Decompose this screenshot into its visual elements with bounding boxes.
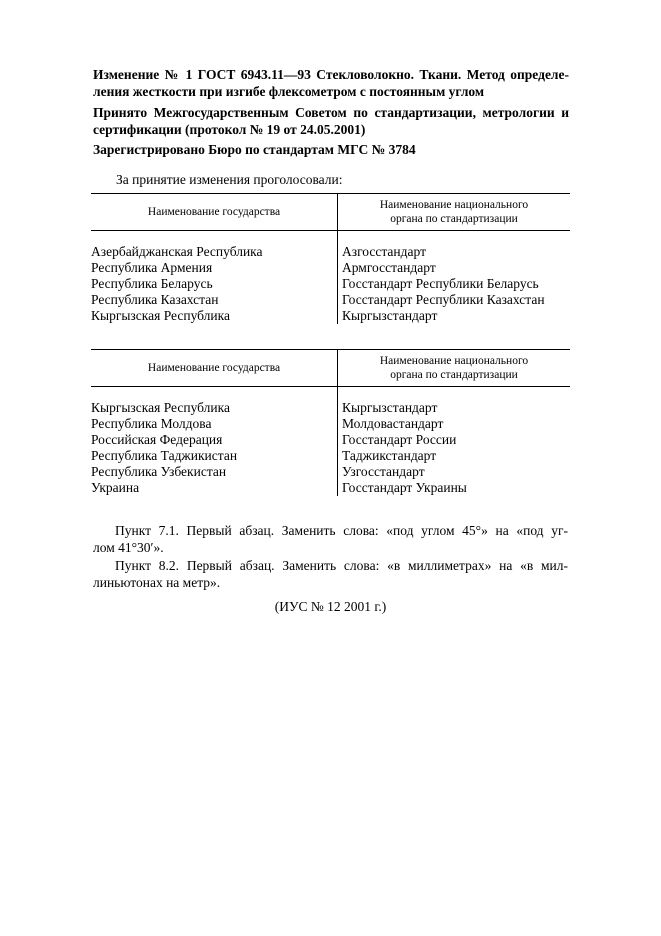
- body-cell: Молдовастандарт: [338, 416, 571, 432]
- table-row: [91, 416, 570, 432]
- title-line-2: ления жесткости при изгибе флексометром с постоянным углом: [93, 84, 485, 99]
- registration-note: [93, 141, 569, 158]
- adopted-line-2: сертификации (протокол № 19 от 24.05.2001): [93, 122, 366, 137]
- state-cell: Кыргызская Республика: [91, 400, 230, 415]
- amendment-clause-8-2: [93, 557, 568, 591]
- clause-7-1-line-1: [93, 522, 568, 539]
- registered-line: Зарегистрировано Бюро по стандартам МГС № 3784: [93, 142, 416, 157]
- body-cell: Госстандарт Республики Беларусь: [338, 276, 571, 292]
- table-row: [91, 308, 570, 324]
- body-cell: Азгосстандарт: [338, 244, 571, 260]
- source-reference: (ИУС № 12 2001 г.): [274, 599, 387, 614]
- header-body-line-1: Наименование национального: [379, 199, 529, 211]
- body-cell: Госстандарт России: [338, 432, 571, 448]
- members-table-1: [91, 193, 570, 324]
- clause-7-1-text-1: Пункт 7.1. Первый абзац. Заменить слова: «под углом 45°» на «под уг-: [115, 523, 568, 538]
- body-cell: Узгосстандарт: [338, 464, 571, 480]
- table-row: [91, 400, 570, 416]
- table-header-row: [91, 350, 570, 387]
- adopted-line-1: Принято Межгосударственным Советом по стандартизации, метрологии и: [93, 105, 569, 120]
- header-body-line-1: Наименование национального: [379, 355, 529, 367]
- amendment-title: [93, 66, 569, 100]
- header-state: Наименование государства: [91, 194, 338, 231]
- body-cell: Госстандарт Республики Казахстан: [338, 292, 571, 308]
- table-row: [91, 480, 570, 496]
- state-cell: Украина: [91, 480, 140, 495]
- members-table-2: [91, 349, 570, 496]
- body-cell: Таджикстандарт: [338, 448, 571, 464]
- body-cell: Армгосстандарт: [338, 260, 571, 276]
- header-state: Наименование государства: [91, 350, 338, 387]
- table-row: [91, 448, 570, 464]
- body-cell: Кыргызстандарт: [338, 308, 571, 324]
- state-cell: Азербайджанская Республика: [91, 244, 263, 259]
- clause-7-1-line-2: лом 41°30′».: [93, 540, 164, 555]
- state-cell: Российская Федерация: [91, 432, 223, 447]
- header-body: [338, 194, 571, 231]
- table-row: [91, 432, 570, 448]
- state-cell: Республика Молдова: [91, 416, 212, 431]
- body-cell: Госстандарт Украины: [338, 480, 571, 496]
- state-cell: Республика Армения: [91, 260, 213, 275]
- voted-label: За принятие изменения проголосовали:: [116, 172, 343, 187]
- header-body-line-2: органа по стандартизации: [390, 213, 518, 225]
- state-cell: Республика Казахстан: [91, 292, 219, 307]
- table-header-row: [91, 194, 570, 231]
- state-cell: Республика Узбекистан: [91, 464, 227, 479]
- table-row: [91, 292, 570, 308]
- state-cell: Республика Таджикистан: [91, 448, 238, 463]
- state-cell: Республика Беларусь: [91, 276, 213, 291]
- state-cell: Кыргызская Республика: [91, 308, 230, 323]
- table-row: [91, 244, 570, 260]
- table-row: [91, 464, 570, 480]
- title-line-1: Изменение № 1 ГОСТ 6943.11—93 Стекловолокно. Ткани. Метод определе-: [93, 67, 569, 82]
- clause-8-2-line-1: [93, 557, 568, 574]
- table-row: [91, 276, 570, 292]
- adoption-note: [93, 104, 569, 138]
- clause-8-2-line-2: линьютонах на метр».: [93, 575, 221, 590]
- header-body: [338, 350, 571, 387]
- table-row: [91, 260, 570, 276]
- clause-8-2-text-1: Пункт 8.2. Первый абзац. Заменить слова: «в миллиметрах» на «в мил-: [115, 558, 568, 573]
- amendment-clause-7-1: [93, 522, 568, 556]
- body-cell: Кыргызстандарт: [338, 400, 571, 416]
- header-body-line-2: органа по стандартизации: [390, 369, 518, 381]
